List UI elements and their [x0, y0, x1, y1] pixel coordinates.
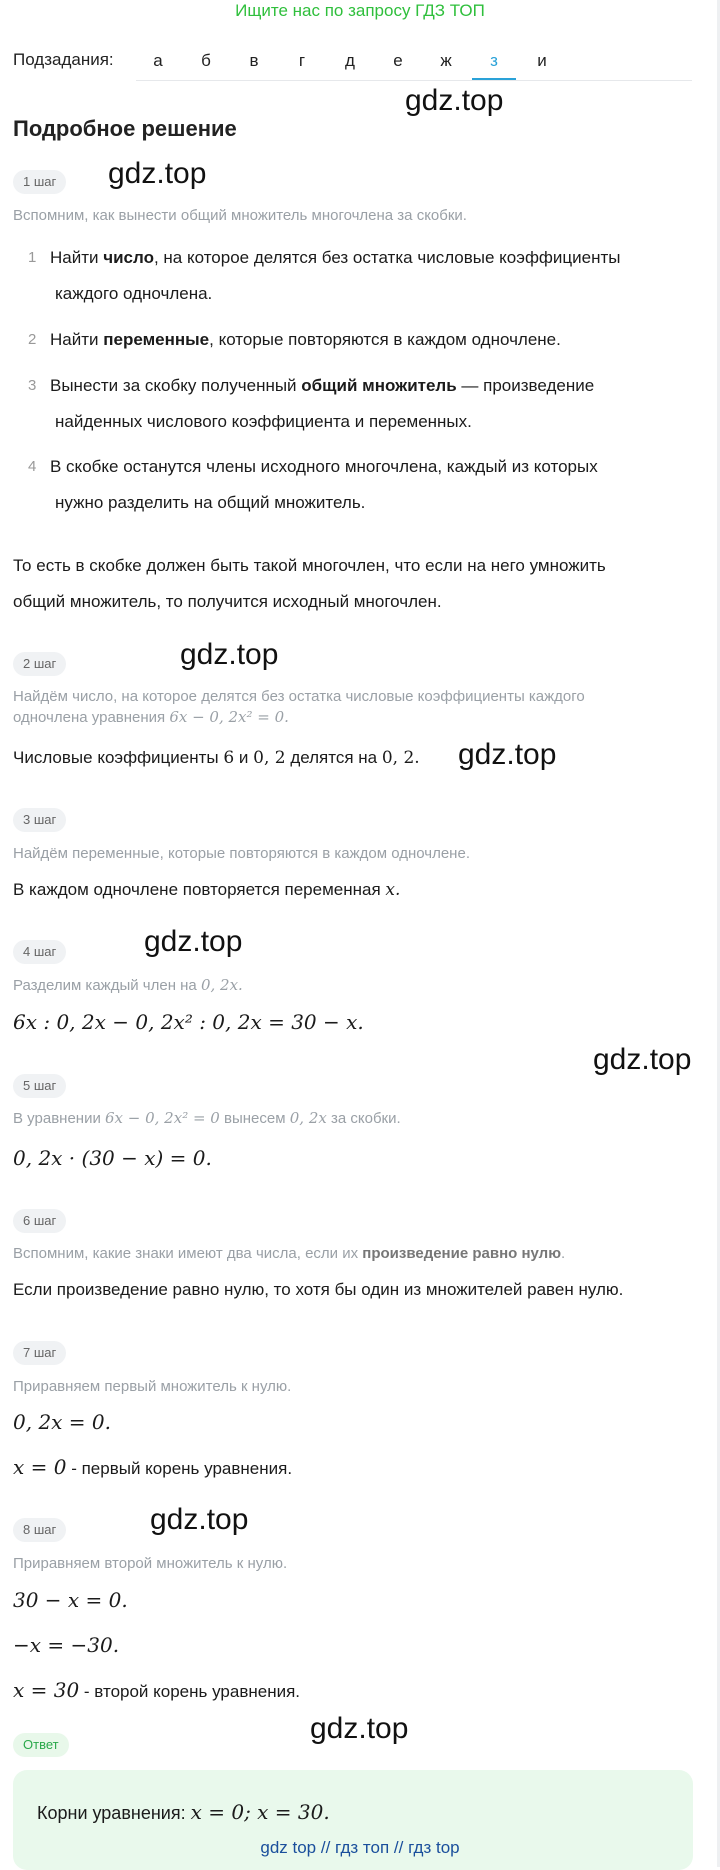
subtask-tab-zh[interactable]: ж — [440, 51, 452, 70]
watermark: gdz.top — [310, 1712, 409, 1745]
step-hint: В уравнении 6x − 0, 2x² = 0 вынесем 0, 2x за скобки. — [13, 1109, 401, 1127]
step-badge: 6 шаг — [13, 1209, 66, 1233]
step-badge: 3 шаг — [13, 808, 66, 832]
footer-links: gdz top // гдз топ // гдз top — [260, 1838, 460, 1857]
footer-link[interactable]: гдз top — [408, 1838, 460, 1857]
search-hint-link[interactable]: Ищите нас по запросу ГДЗ ТОП — [235, 1, 485, 20]
step-hint: Приравняем второй множитель к нулю. — [13, 1555, 288, 1572]
step-hint: Найдём число, на которое делятся без остатка числовые коэффициенты каждого — [13, 688, 585, 705]
watermark: gdz.top — [150, 1503, 249, 1536]
equation: 0, 2x = 0. — [13, 1410, 111, 1434]
subtask-tab-a[interactable]: а — [153, 51, 163, 70]
equation: 30 − x = 0. — [13, 1588, 128, 1612]
subtask-tab-g[interactable]: г — [298, 51, 306, 70]
step-hint: одночлена уравнения 6x − 0, 2x² = 0. — [13, 708, 289, 726]
step-text: Числовые коэффициенты 6 и 0, 2 делятся на 0, 2. — [13, 748, 420, 768]
subtasks-tabs — [136, 46, 692, 81]
step-badge: 1 шаг — [13, 170, 66, 194]
equation: x = 30 - второй корень уравнения. — [13, 1678, 301, 1702]
equation: x = 0 - первый корень уравнения. — [13, 1455, 293, 1479]
summary-line: общий множитель, то получится исходный многочлен. — [13, 592, 442, 611]
watermark: gdz.top — [405, 84, 504, 117]
subtask-tab-b[interactable]: б — [201, 51, 211, 70]
watermark: gdz.top — [144, 925, 243, 958]
step-hint: Вспомним, как вынести общий множитель многочлена за скобки. — [13, 207, 467, 224]
footer-link[interactable]: gdz top — [260, 1838, 317, 1857]
subtask-tab-v[interactable]: в — [249, 51, 259, 70]
subtask-tab-d[interactable]: д — [345, 51, 355, 70]
subtask-tab-e[interactable]: е — [393, 51, 403, 70]
step-hint: Найдём переменные, которые повторяются в каждом одночлене. — [13, 845, 470, 862]
step-hint: Приравняем первый множитель к нулю. — [13, 1378, 292, 1395]
footer-link[interactable]: гдз топ — [335, 1838, 390, 1857]
step-text: В каждом одночлене повторяется переменная x. — [13, 880, 401, 900]
step-hint: Разделим каждый член на 0, 2x. — [13, 976, 243, 994]
watermark: gdz.top — [593, 1043, 692, 1076]
subtask-tab-z[interactable]: з — [472, 46, 516, 80]
step-badge: 2 шаг — [13, 652, 66, 676]
answer-text: Корни уравнения: x = 0; x = 30. — [37, 1800, 330, 1824]
summary-line: То есть в скобке должен быть такой многочлен, что если на него умножить — [13, 556, 606, 575]
step-badge: 4 шаг — [13, 940, 66, 964]
watermark: gdz.top — [458, 738, 557, 771]
subtask-tab-i[interactable]: и — [537, 51, 547, 70]
equation: −x = −30. — [13, 1633, 120, 1657]
watermark: gdz.top — [108, 157, 207, 190]
page-title: Подробное решение — [13, 116, 237, 141]
answer-badge: Ответ — [13, 1733, 69, 1757]
watermark: gdz.top — [180, 638, 279, 671]
subtasks-label: Подзадания: — [13, 50, 114, 69]
equation: 6x : 0, 2x − 0, 2x² : 0, 2x = 30 − x. — [13, 1010, 364, 1034]
step-badge: 7 шаг — [13, 1341, 66, 1365]
step-text: Если произведение равно нулю, то хотя бы один из множителей равен нулю. — [13, 1280, 624, 1299]
step-badge: 8 шаг — [13, 1518, 66, 1542]
step-hint: Вспомним, какие знаки имеют два числа, если их произведение равно нулю. — [13, 1245, 566, 1262]
step-badge: 5 шаг — [13, 1074, 66, 1098]
equation: 0, 2x · (30 − x) = 0. — [13, 1146, 212, 1170]
